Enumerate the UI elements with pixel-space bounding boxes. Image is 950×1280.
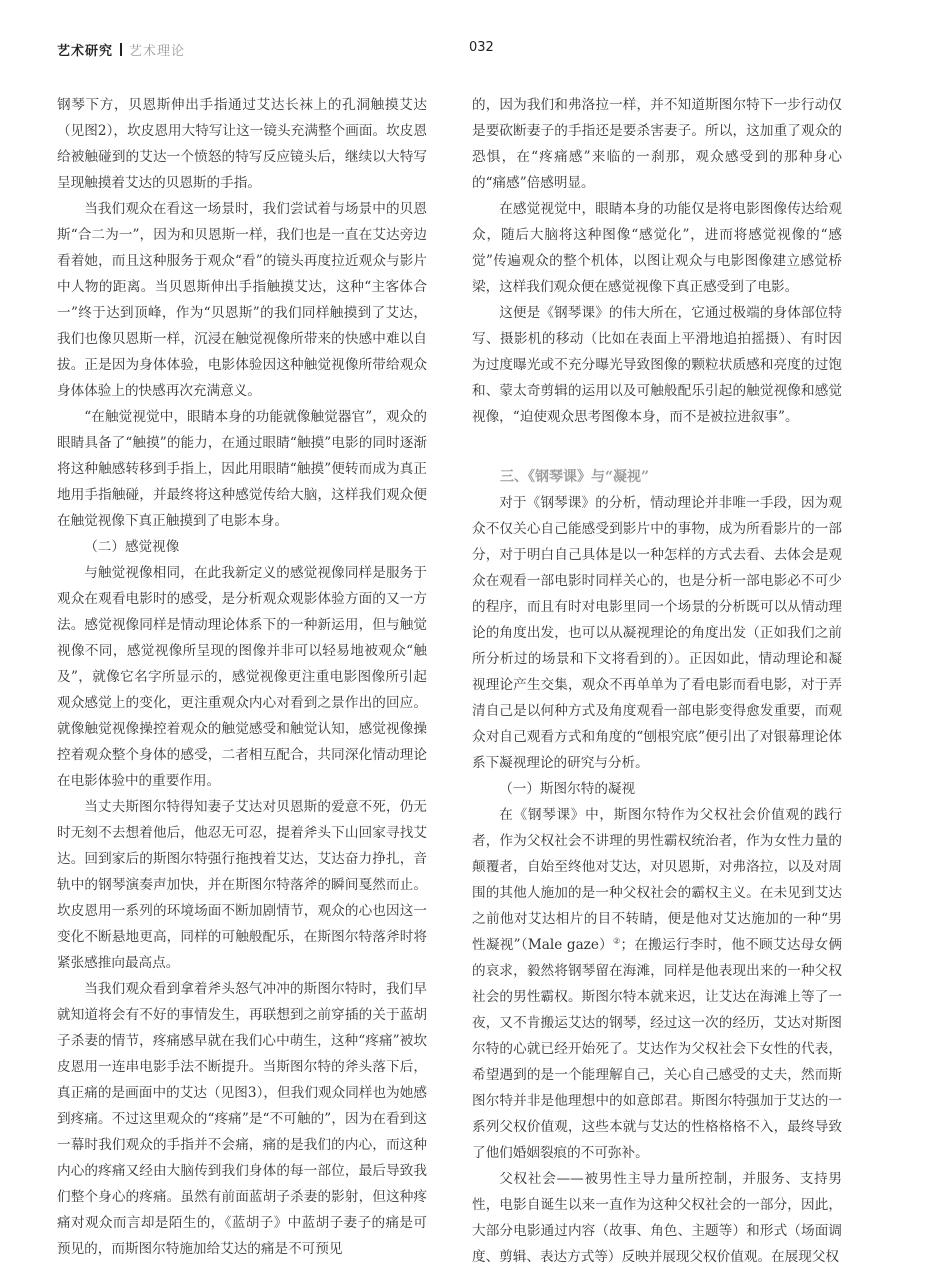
paragraph: 父权社会——被男性主导力量所控制，并服务、支持男性，电影自诞生以来一直作为这种父权社会的一部分，因此，大部分电影通过内容（故事、角色、主题等）和形式（场面调度、剪辑、表达方式等）反映并展现父权价值观。在展现父权 <box>472 1171 842 1265</box>
section-heading: 三、《钢琴课》与“凝视” <box>500 469 650 485</box>
subsection-heading: （二）感觉视像 <box>84 539 180 555</box>
paragraph: 在感觉视觉中，眼睛本身的功能仅是将电影图像传达给观众，随后大脑将这种图像“感觉化”，进而将感觉视像的“感觉”传遍观众的整个机体，以图让观众与电影图像建立感觉桥梁，这样我们观众便在感觉视像下真正感受到了电影。 <box>472 201 842 295</box>
paragraph-text: ；在搬运行李时，他不顾艾达母女俩的哀求，毅然将钢琴留在海滩，同样是他表现出来的一种父权社会的男性霸权。斯图尔特本就来迟，让艾达在海滩上等了一夜，又不肯搬运艾达的钢琴，经过这一次的经历，艾达对斯图尔特的心就已经开始死了。艾达作为父权社会下女性的代表，希望遇到的是一个能理解自己，关心自己感受的丈夫，然而斯图尔特并非是他理想中的如意郎君。斯图尔特强加于艾达的一系列父权价值观，这些本就与艾达的性格格格不入，最终导致了他们婚姻裂痕的不可弥补。 <box>472 937 843 1161</box>
right-column <box>472 92 842 1270</box>
subsection-heading: （一）斯图尔特的凝视 <box>499 781 636 797</box>
paragraph: “在触觉视觉中，眼睛本身的功能就像触觉器官”，观众的眼睛具备了“触摸”的能力，在通过眼睛“触摸”电影的同时逐渐将这种触感转移到手指上，因此用眼睛“触摸”便转而成为真正地用手指触碰，并最终将这种感觉传给大脑，这样我们观众便在触觉视像下真正触摸到了电影本身。 <box>57 409 427 529</box>
paragraph: 的，因为我们和弗洛拉一样，并不知道斯图尔特下一步行动仅是要砍断妻子的手指还是要杀害妻子。所以，这加重了观众的恐惧，在“疼痛感”来临的一刹那，观众感受到的那种身心的“痛感”倍感明显。 <box>472 97 842 191</box>
section-name: 艺术理论 <box>129 44 186 59</box>
paragraph: 当我们观众在看这一场景时，我们尝试着与场景中的贝恩斯“合二为一”，因为和贝恩斯一样，我们也是一直在艾达旁边看着她，而且这种服务于观众“看”的镜头再度拉近观众与影片中人物的距离。当贝恩斯伸出手指触摸艾达，这种“主客体合一”终于达到顶峰，作为“贝恩斯”的我们同样触摸到了艾达，我们也像贝恩斯一样，沉浸在触觉视像所带来的快感中难以自拔。正是因为身体体验，电影体验因这种触觉视像所带给观众身体体验上的快感再次充满意义。 <box>57 201 427 399</box>
running-header <box>57 40 893 60</box>
page-number: 032 <box>469 40 494 55</box>
paragraph: 当丈夫斯图尔特得知妻子艾达对贝恩斯的爱意不死，仍无时无刻不去想着他后，他忍无可忍，提着斧头下山回家寻找艾达。回到家后的斯图尔特强行拖拽着艾达，艾达奋力挣扎，音轨中的钢琴演奏声加快，并在斯图尔特落斧的瞬间戛然而止。坎皮恩用一系列的环境场面不断加剧情节，观众的心也因这一变化不断悬地更高，同样的可触般配乐，在斯图尔特落斧时将紧张感推向最高点。 <box>57 799 427 971</box>
paragraph: 对于《钢琴课》的分析，情动理论并非唯一手段，因为观众不仅关心自己能感受到影片中的事物，成为所看影片的一部分，对于明白自己具体是以一种怎样的方式去看、去体会是观众在观看一部电影时同样关心的，也是分析一部电影必不可少的程序，而且有时对电影里同一个场景的分析既可以从情动理论的角度出发，也可以从凝视理论的角度出发（正如我们之前所分析过的场景和下文将看到的）。正因如此，情动理论和凝视理论产生交集，观众不再单单为了看电影而看电影，对于弄清自己是以何种方式及角度观看一部电影变得愈发重要，而观众对自己观看方式和角度的“刨根究底”便引出了对银幕理论体系下凝视理论的研究与分析。 <box>472 495 842 771</box>
paragraph-text: 在《钢琴课》中，斯图尔特作为父权社会价值观的践行者，作为父权社会不讲理的男性霸权统治者，作为女性力量的颠覆者，自始至终他对艾达，对贝恩斯，对弗洛拉，以及对周围的其他人施加的是一种父权社会的霸权主义。在未见到艾达之前他对艾达相片的目不转睛，便是他对艾达施加的一种“男性凝视”（Male gaze） <box>472 807 842 953</box>
paragraph: 这便是《钢琴课》的伟大所在，它通过极端的身体部位特写、摄影机的移动（比如在表面上平滑地追拍摇摄）、有时因为过度曝光或不充分曝光导致图像的颗粒状质感和亮度的过饱和、蒙太奇剪辑的运用以及可触般配乐引起的触觉视像和感觉视像，“迫使观众思考图像本身，而不是被拉进叙事”。 <box>472 305 842 425</box>
header-divider <box>120 43 122 56</box>
footnote-marker[interactable]: ② <box>613 936 621 946</box>
paragraph: 当我们观众看到拿着斧头怒气冲冲的斯图尔特时，我们早就知道将会有不好的事情发生，再联想到之前穿插的关于蓝胡子杀妻的情节，疼痛感早就在我们心中萌生，这种“疼痛”被坎皮恩用一连串电影手法不断提升。当斯图尔特的斧头落下后，真正痛的是画面中的艾达（见图3），但我们观众同样也为她感到疼痛。不过这里观众的“疼痛”是“不可触的”，因为在看到这一幕时我们观众的手指并不会痛，痛的是我们的内心，而这种内心的疼痛又经由大脑传到我们身体的每一部位，最后导致我们整个身心的疼痛。虽然有前面蓝胡子杀妻的影射，但这种疼痛对观众而言却是陌生的，《蓝胡子》中蓝胡子妻子的痛是可预见的，而斯图尔特施加给艾达的痛是不可预见 <box>57 981 427 1257</box>
journal-title <box>57 40 185 59</box>
paragraph: 钢琴下方，贝恩斯伸出手指通过艾达长袜上的孔洞触摸艾达（见图2），坎皮恩用大特写让这一镜头充满整个画面。坎皮恩给被触碰到的艾达一个愤怒的特写反应镜头后，继续以大特写呈现触摸着艾达的贝恩斯的手指。 <box>57 97 427 191</box>
left-column <box>57 92 427 1262</box>
paragraph: 与触觉视像相同，在此我新定义的感觉视像同样是服务于观众在观看电影时的感受，是分析观众观影体验方面的又一方法。感觉视像同样是情动理论体系下的一种新运用，但与触觉视像不同，感觉视像所呈现的图像并非可以轻易地被观众“触及”，就像它名字所显示的，感觉视像更注重电影图像所引起观众感觉上的变化，更注重观众内心对看到之景作出的回应。就像触觉视像操控着观众的触觉感受和触觉认知，感觉视像操控着观众整个身体的感受，二者相互配合，共同深化情动理论在电影体验中的重要作用。 <box>57 565 427 789</box>
journal-name: 艺术研究 <box>57 44 114 59</box>
paragraph <box>472 802 842 1166</box>
